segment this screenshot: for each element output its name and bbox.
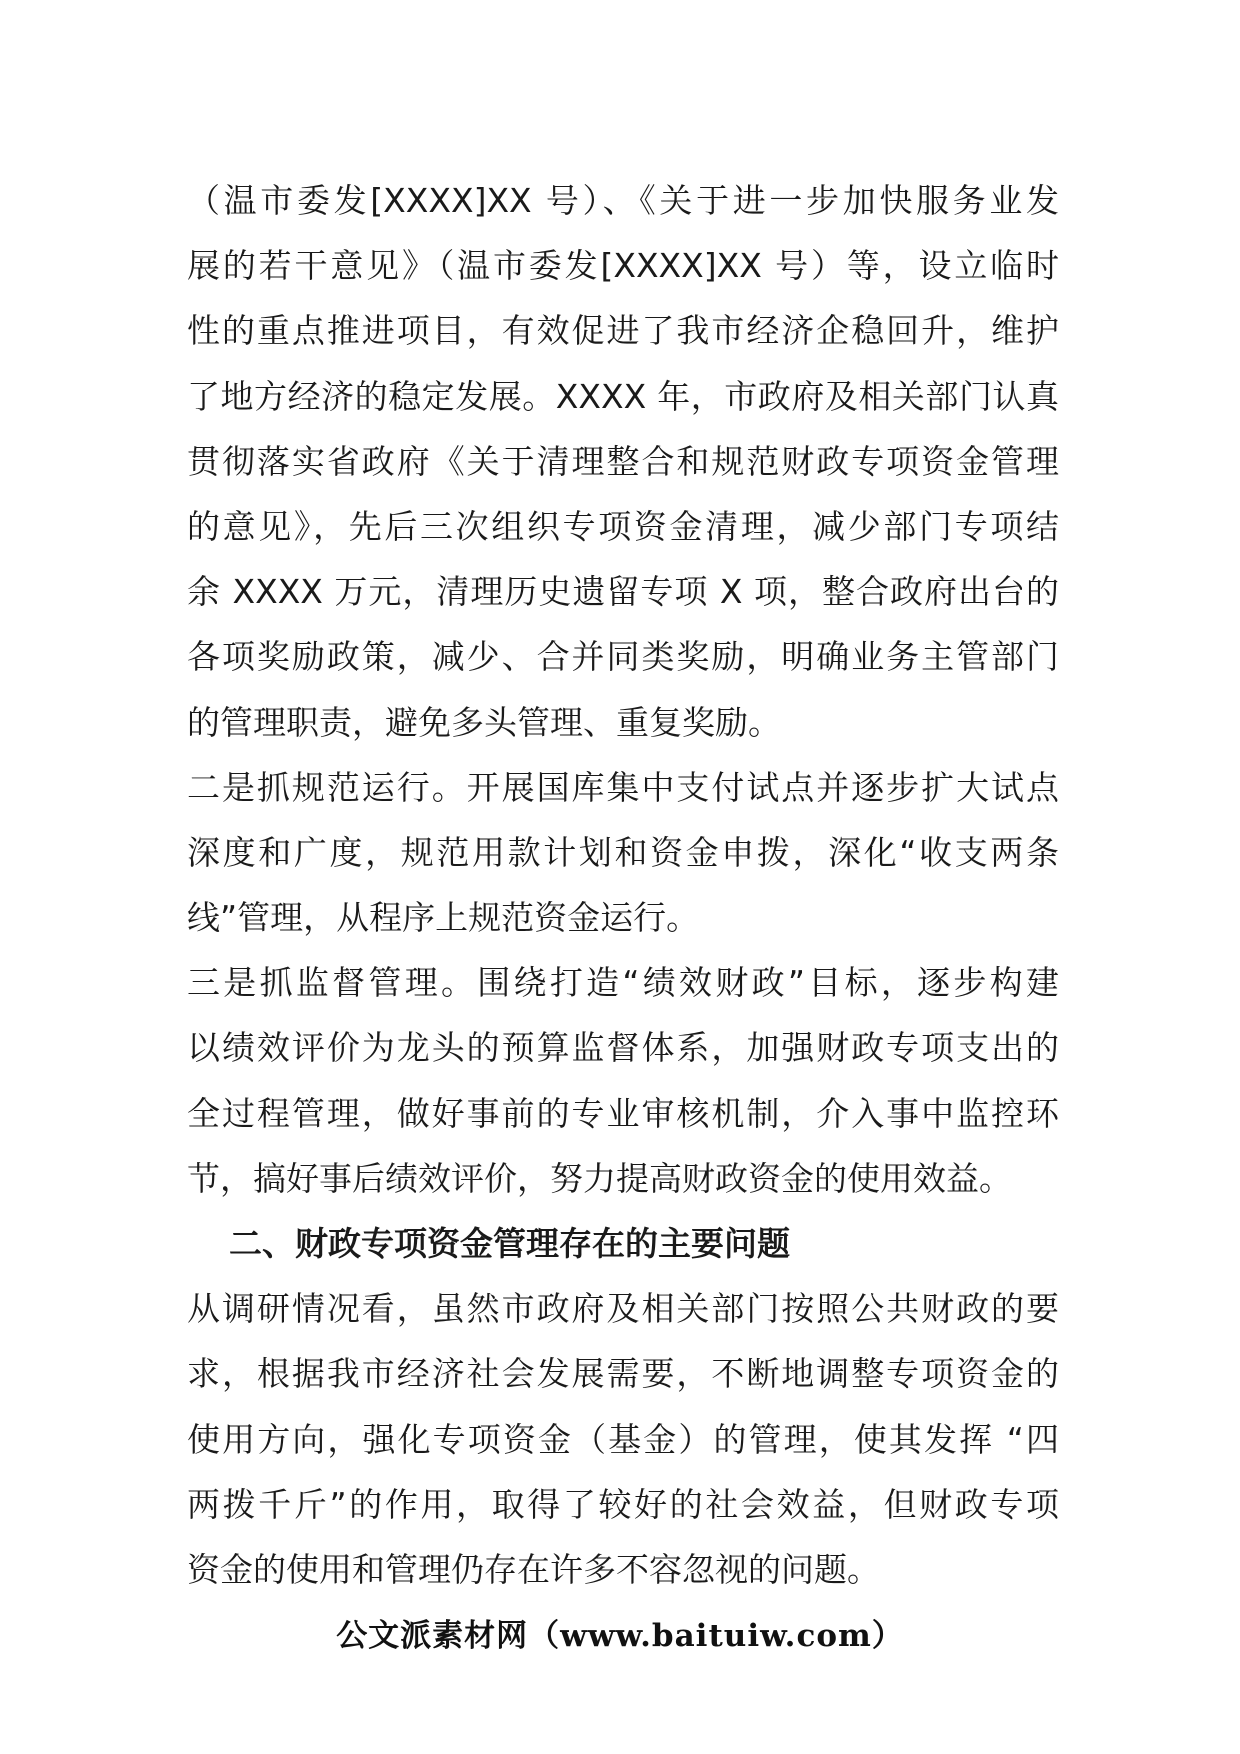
- text-line: 求，根据我市经济社会发展需要，不断地调整专项资金的: [187, 1354, 1059, 1394]
- text-line: 的意见》，先后三次组织专项资金清理，减少部门专项结: [187, 506, 1059, 546]
- text-line: 线”管理，从程序上规范资金运行。: [187, 898, 700, 938]
- text-line: 三是抓监督管理。围绕打造“绩效财政”目标，逐步构建: [187, 963, 1059, 1003]
- document-body: [187, 168, 1059, 1602]
- text-line: （温市委发[XXXX]XX 号）、《关于进一步加快服务业发: [187, 181, 1059, 220]
- text-line: 各项奖励政策，减少、合并同类奖励，明确业务主管部门: [187, 637, 1059, 677]
- text-line: 两拨千斤”的作用，取得了较好的社会效益，但财政专项: [187, 1484, 1059, 1524]
- text-line: 展的若干意见》（温市委发[XXXX]XX 号）等，设立临时: [187, 246, 1059, 286]
- text-line: 深度和广度，规范用款计划和资金申拨，深化“收支两条: [187, 832, 1059, 872]
- text-line: 使用方向，强化专项资金（基金）的管理，使其发挥 “四: [187, 1419, 1059, 1459]
- text-line: 余 XXXX 万元，清理历史遗留专项 X 项，整合政府出台的: [187, 572, 1059, 612]
- text-line: 资金的使用和管理仍存在许多不容忽视的问题。: [187, 1549, 880, 1589]
- section-heading: 二、财政专项资金管理存在的主要问题: [229, 1224, 790, 1263]
- text-line: 的管理职责，避免多头管理、重复奖励。: [187, 702, 781, 742]
- text-line: 以绩效评价为龙头的预算监督体系，加强财政专项支出的: [187, 1028, 1059, 1068]
- text-line: 二是抓规范运行。开展国库集中支付试点并逐步扩大试点: [187, 767, 1059, 807]
- text-line: 贯彻落实省政府《关于清理整合和规范财政专项资金管理: [187, 441, 1059, 481]
- text-line: 节，搞好事后绩效评价，努力提高财政资金的使用效益。: [187, 1158, 1012, 1198]
- text-line: 全过程管理，做好事前的专业审核机制，介入事中监控环: [187, 1093, 1059, 1133]
- text-line: 从调研情况看，虽然市政府及相关部门按照公共财政的要: [187, 1289, 1059, 1329]
- text-line: 性的重点推进项目，有效促进了我市经济企稳回升，维护: [187, 311, 1059, 351]
- footer-watermark: 公文派素材网（www.baituiw.com）: [336, 1618, 904, 1654]
- text-line: 了地方经济的稳定发展。XXXX 年，市政府及相关部门认真: [187, 376, 1059, 416]
